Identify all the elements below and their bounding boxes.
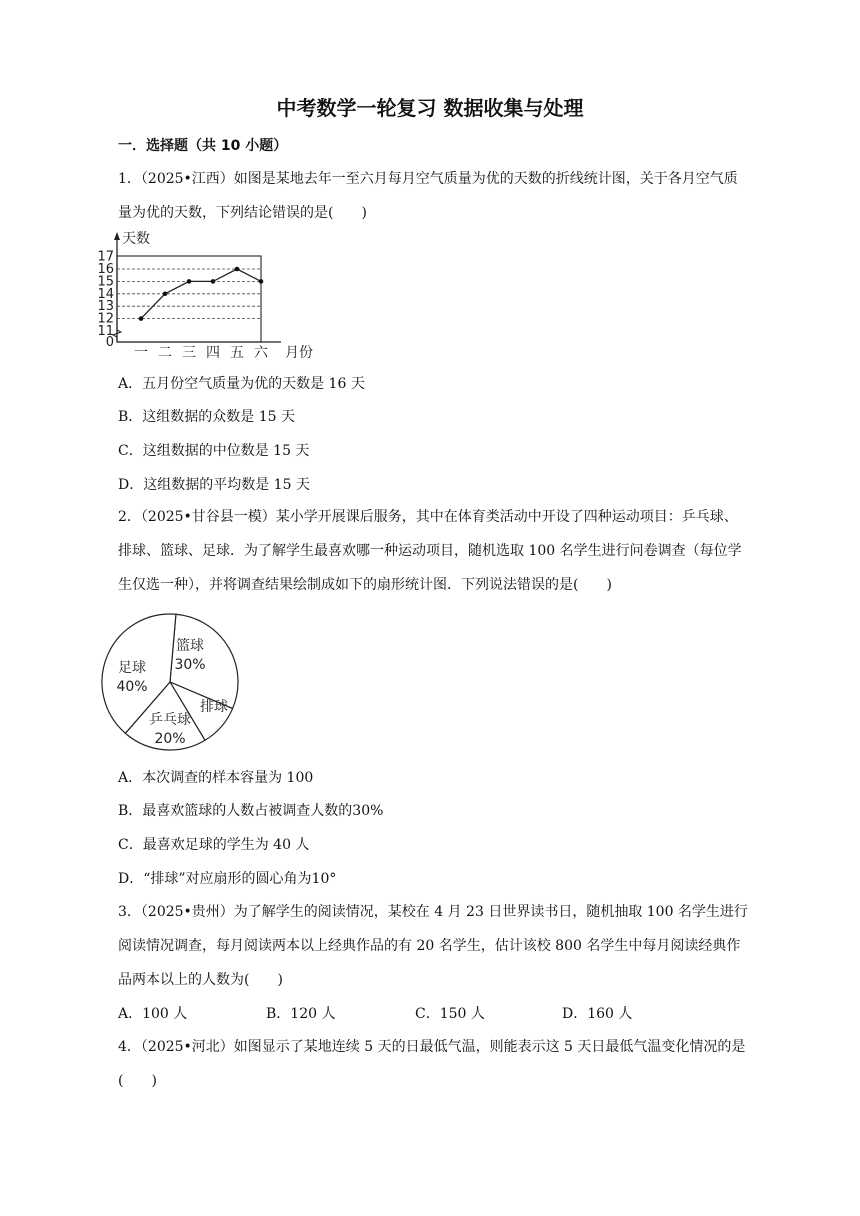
question-3-line-1: 3．（2025•贵州）为了解学生的阅读情况，某校在 4 月 23 日世界读书日，随机抽取 100 名学生进行 — [118, 904, 748, 920]
q3-option-b: B．120 人 — [266, 1006, 336, 1022]
line-chart-y-arrow — [114, 232, 120, 240]
question-2 — [118, 500, 768, 602]
line-chart-y-tick: 13 — [97, 299, 114, 315]
section-heading: 一．选择题（共 10 小题） — [118, 138, 288, 154]
line-chart-y-tick: 12 — [97, 311, 114, 327]
line-chart-point — [259, 279, 264, 284]
q1-option-d: D．这组数据的平均数是 15 天 — [118, 477, 310, 493]
pie-slice-percent: 20% — [154, 731, 186, 747]
q3-option-d: D．160 人 — [562, 1006, 633, 1022]
line-chart-point — [211, 279, 216, 284]
pie-chart — [95, 608, 245, 758]
pie-slice-percent: 40% — [116, 679, 148, 695]
line-chart-x-tick: 五 — [230, 345, 244, 361]
pie-slice-label: 足球 — [118, 660, 146, 676]
question-3 — [118, 895, 768, 997]
question-2-line-2: 排球、篮球、足球．为了解学生最喜欢哪一种运动项目，随机选取 100 名学生进行问卷调查（每位学 — [118, 543, 742, 559]
line-chart-x-tick: 二 — [158, 345, 172, 361]
line-chart-y-tick: 11 — [97, 324, 114, 339]
line-chart-x-tick: 六 — [254, 345, 268, 361]
question-4-line-1: 4．（2025•河北）如图显示了某地连续 5 天的日最低气温，则能表示这 5 天日最低气温变化情况的是 — [118, 1039, 746, 1055]
line-chart-x-tick: 三 — [182, 345, 196, 361]
page-title: 中考数学一轮复习 数据收集与处理 — [276, 96, 584, 120]
line-chart-y-tick: 15 — [97, 274, 114, 290]
line-chart-point — [139, 316, 144, 321]
line-chart-ylabel: 天数 — [122, 231, 150, 247]
q3-option-a: A．100 人 — [118, 1006, 188, 1022]
line-chart-y-tick: 0 — [105, 335, 114, 350]
line-chart-point — [235, 267, 240, 272]
line-chart-x-tick: 四 — [206, 345, 220, 361]
q2-option-a: A．本次调查的样本容量为 100 — [118, 770, 314, 786]
pie-slice-label: 乒乓球 — [149, 712, 191, 728]
question-1-line-2: 量为优的天数，下列结论错误的是( ) — [118, 205, 367, 221]
question-2-line-3: 生仅选一种），并将调查结果绘制成如下的扇形统计图．下列说法错误的是( ) — [118, 577, 612, 593]
q2-option-c: C．最喜欢足球的学生为 40 人 — [118, 837, 310, 853]
question-3-line-3: 品两本以上的人数为( ) — [118, 972, 283, 988]
line-chart-xlabel: 月份 — [285, 345, 313, 361]
line-chart-y-tick: 14 — [97, 286, 114, 302]
q3-option-c: C．150 人 — [415, 1006, 485, 1022]
question-4 — [118, 1030, 768, 1098]
question-1-line-1: 1．（2025•江西）如图是某地去年一至六月每月空气质量为优的天数的折线统计图，关于各月空气质 — [118, 171, 738, 187]
line-chart — [95, 226, 335, 364]
q1-option-c: C．这组数据的中位数是 15 天 — [118, 443, 310, 459]
pie-slice-percent: 30% — [174, 657, 206, 673]
q1-option-a: A．五月份空气质量为优的天数是 16 天 — [118, 376, 365, 392]
pie-slice-label: 篮球 — [176, 638, 204, 654]
pie-slice-label: 排球 — [200, 699, 228, 715]
question-4-line-2: ( ) — [118, 1073, 157, 1089]
q2-option-b: B．最喜欢篮球的人数占被调查人数的30% — [118, 803, 384, 819]
line-chart-x-tick: 一 — [134, 345, 148, 361]
q2-option-d: D．“排球”对应扇形的圆心角为10° — [118, 871, 337, 887]
line-chart-point — [187, 279, 192, 284]
line-chart-y-tick: 17 — [97, 249, 114, 265]
question-1 — [118, 162, 768, 230]
q1-option-b: B．这组数据的众数是 15 天 — [118, 409, 296, 425]
line-chart-y-tick: 16 — [97, 262, 114, 277]
line-chart-point — [163, 292, 168, 297]
question-2-line-1: 2．（2025•甘谷县一模）某小学开展课后服务，其中在体育类活动中开设了四种运动项目：乒乓球、 — [118, 509, 738, 525]
question-3-line-2: 阅读情况调查，每月阅读两本以上经典作品的有 20 名学生，估计该校 800 名学生中每月阅读经典作 — [118, 938, 741, 954]
